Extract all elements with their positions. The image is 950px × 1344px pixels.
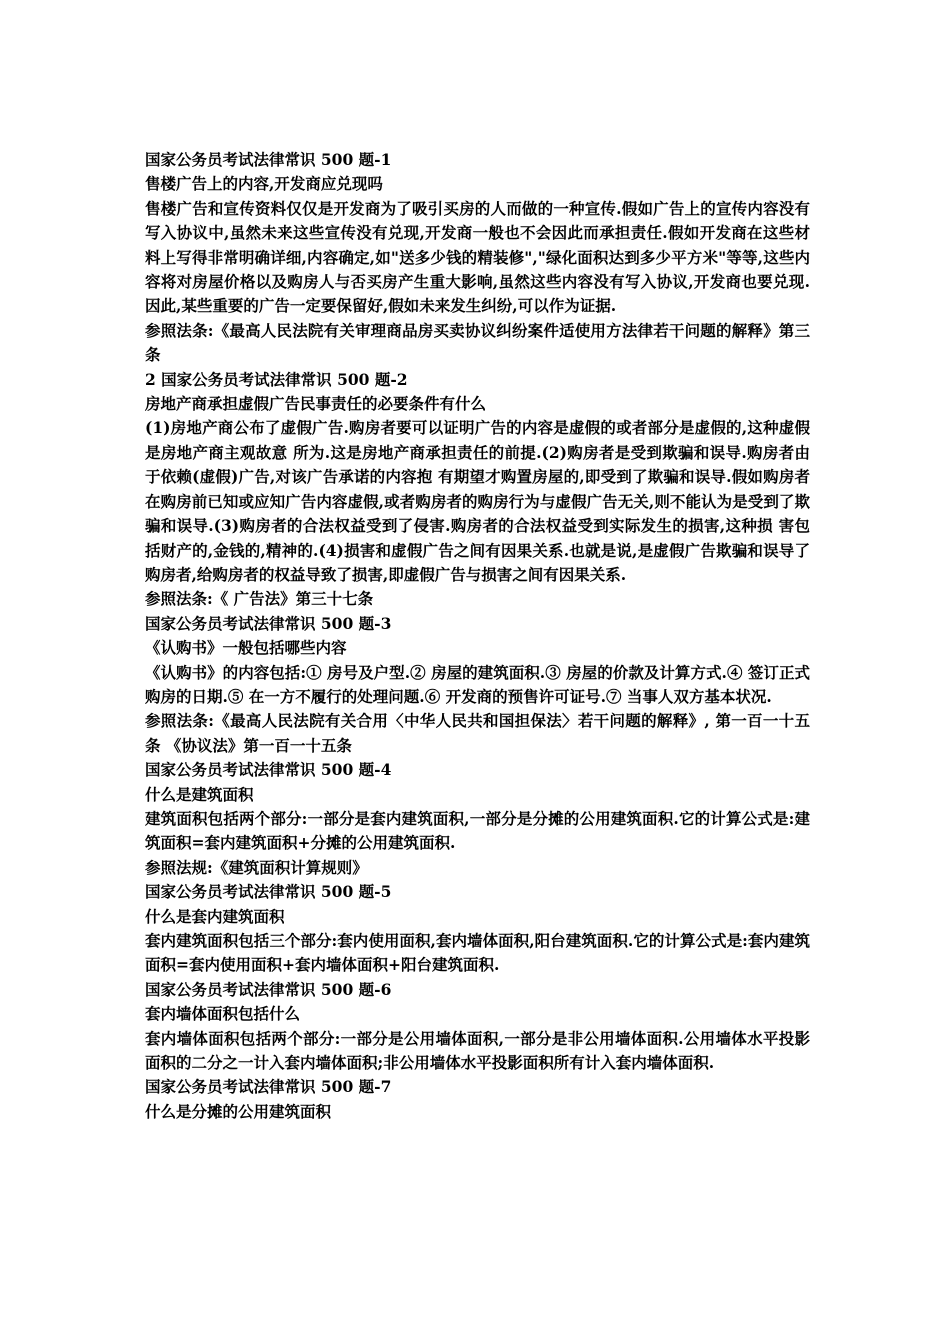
question: 《认购书》一般包括哪些内容: [145, 638, 347, 658]
section-heading: 国家公务员考试法律常识 500 题-5: [145, 882, 392, 902]
section-heading: 2 国家公务员考试法律常识 500 题-2: [145, 369, 408, 389]
legal-reference: 参照法条:《最高人民法院有关合用〈中华人民共和国担保法〉若干问题的解释》, 第一百一十五条 《协议法》第一百一十五条: [145, 711, 810, 755]
answer-paragraph: 《认购书》的内容包括:① 房号及户型.② 房屋的建筑面积.③ 房屋的价款及计算方式.④ 签订正式购房的日期.⑤ 在一方不履行的处理问题.⑥ 开发商的预售许可证号.⑦ 当事人双方基本状况.: [145, 662, 810, 706]
question: 房地产商承担虚假广告民事责任的必要条件有什么: [145, 394, 487, 414]
section-heading: 国家公务员考试法律常识 500 题-4: [145, 760, 392, 780]
answer-paragraph: 建筑面积包括两个部分:一部分是套内建筑面积,一部分是分摊的公用建筑面积.它的计算公式是:建筑面积=套内建筑面积+分摊的公用建筑面积.: [145, 808, 810, 853]
question: 什么是分摊的公用建筑面积: [145, 1101, 332, 1121]
legal-reference: 参照法条:《 广告法》第三十七条: [145, 589, 374, 609]
section-heading: 国家公务员考试法律常识 500 题-1: [145, 150, 392, 169]
document-body: [145, 148, 810, 1124]
answer-paragraph: (1)房地产商公布了虚假广告.购房者要可以证明广告的内容是虚假的或者部分是虚假的,这种虚假是房地产商主观故意 所为.这是房地产商承担责任的前提.(2)购房者是受到欺骗和误导.购房者由于依赖(虚假)广告,对该广告承诺的内容抱 有期望才购置房屋的,即受到了欺骗和误导.假如购房者在购房前已知或应知广告内容虚假,或者购房者的购房行为与虚假广告无关,则不能认为是受到了欺骗和误导.(3)购房者的合法权益受到了侵害.购房者的合法权益受到实际发生的损害,这种损 害包括财产的,金钱的,精神的.(4)损害和虚假广告之间有因果关系.也就是说,是虚假广告欺骗和误导了购房者,给购房者的权益导致了损害,即虚假广告与损害之间有因果关系.: [145, 418, 810, 584]
legal-reference: 参照法规:《建筑面积计算规则》: [145, 857, 368, 877]
answer-paragraph: 套内墙体面积包括两个部分:一部分是公用墙体面积,一部分是非公用墙体面积.公用墙体水平投影面积的二分之一计入套内墙体面积;非公用墙体水平投影面积所有计入套内墙体面积.: [145, 1028, 810, 1073]
question: 什么是套内建筑面积: [145, 906, 285, 926]
question: 售楼广告上的内容,开发商应兑现吗: [145, 174, 383, 194]
answer-paragraph: 套内建筑面积包括三个部分:套内使用面积,套内墙体面积,阳台建筑面积.它的计算公式是:套内建筑面积=套内使用面积+套内墙体面积+阳台建筑面积.: [145, 931, 810, 975]
section-heading: 国家公务员考试法律常识 500 题-3: [145, 613, 392, 633]
section-heading: 国家公务员考试法律常识 500 题-7: [145, 1077, 392, 1097]
question: 套内墙体面积包括什么: [145, 1004, 301, 1024]
section-heading: 国家公务员考试法律常识 500 题-6: [145, 979, 392, 999]
answer-paragraph: 售楼广告和宣传资料仅仅是开发商为了吸引买房的人而做的一种宣传.假如广告上的宣传内容没有写入协议中,虽然未来这些宣传没有兑现,开发商一般也不会因此而承担责任.假如开发商在这些材料上写得非常明确详细,内容确定,如"送多少钱的精装修","绿化面积达到多少平方米"等等,这些内容将对房屋价格以及购房人与否买房产生重大影响,虽然这些内容没有写入协议,开发商也要兑现.因此,某些重要的广告一定要保留好,假如未来发生纠纷,可以作为证据.: [145, 198, 810, 316]
legal-reference: 参照法条:《最高人民法院有关审理商品房买卖协议纠纷案件适使用方法律若干问题的解释》第三条: [145, 320, 810, 365]
question: 什么是建筑面积: [145, 784, 254, 804]
